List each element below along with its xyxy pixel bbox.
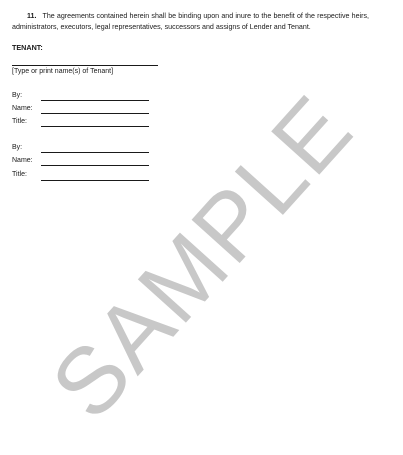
tenant-name-caption: [Type or print name(s) of Tenant] <box>12 68 114 75</box>
title-label: Title: <box>12 171 27 178</box>
sample-watermark: SAMPLE <box>31 75 373 438</box>
tenant-name-line <box>12 65 158 66</box>
clause-number: 11. <box>27 12 37 20</box>
tenant-heading: TENANT: <box>12 43 43 52</box>
name-signature-line <box>41 113 149 114</box>
name-signature-line <box>41 165 149 166</box>
clause-11-paragraph <box>12 11 369 32</box>
title-label: Title: <box>12 118 27 125</box>
title-signature-line <box>41 126 149 127</box>
by-label: By: <box>12 144 23 151</box>
by-signature-line <box>41 100 149 101</box>
name-label: Name: <box>12 105 33 112</box>
by-label: By: <box>12 92 23 99</box>
name-label: Name: <box>12 157 33 164</box>
by-signature-line <box>41 152 149 153</box>
clause-text: The agreements contained herein shall be binding upon and inure to the benefit of the respective heirs, administrators, executors, legal representatives, successors and assigns of Lender and Tenant. <box>12 12 369 31</box>
title-signature-line <box>41 180 149 181</box>
